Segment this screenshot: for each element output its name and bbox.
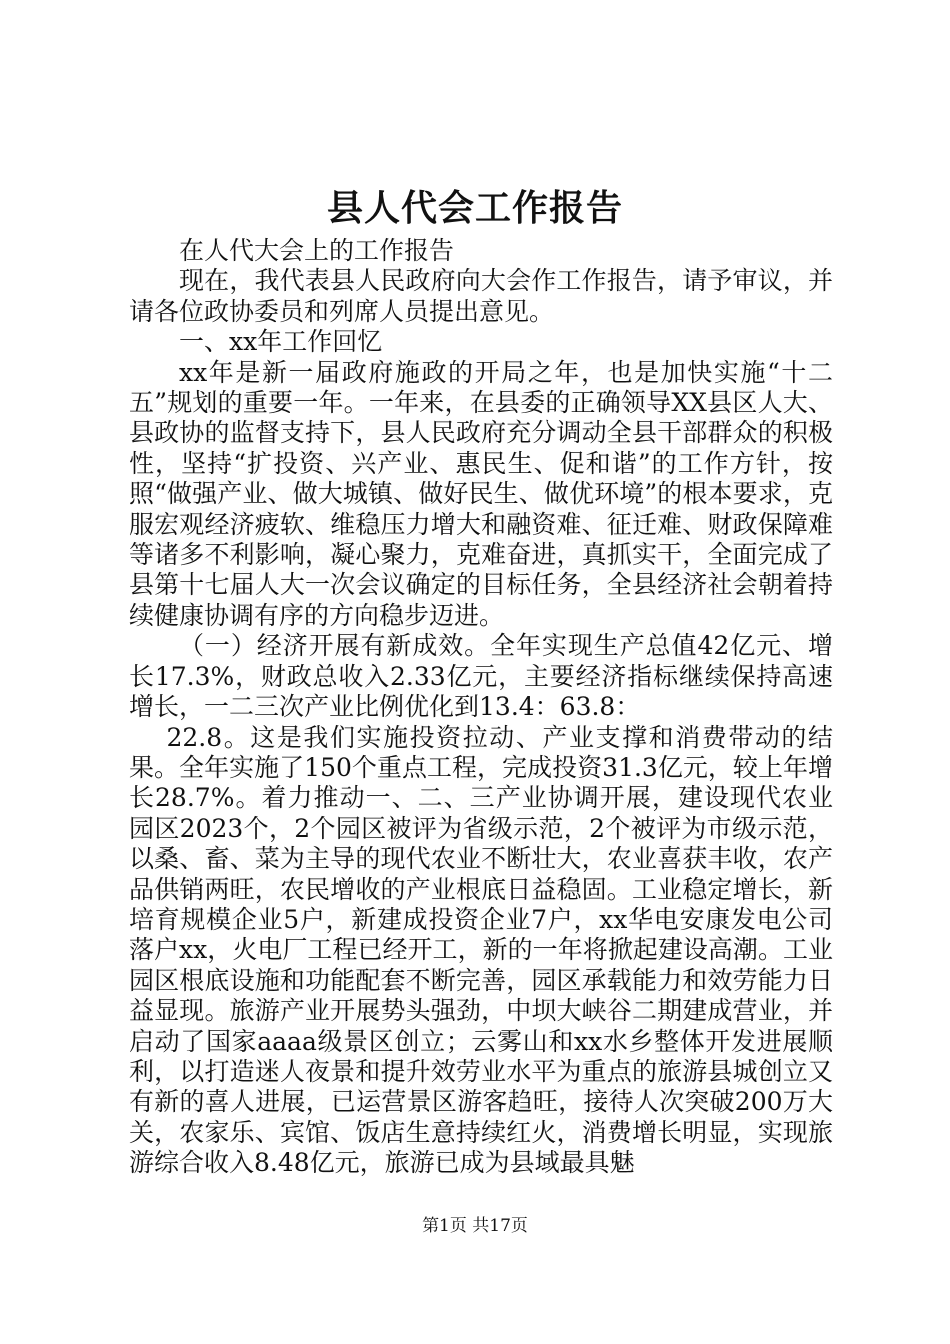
paragraph-subtitle: 在人代大会上的工作报告	[179, 236, 455, 265]
section-heading: 一、xx年工作回忆	[179, 327, 383, 357]
paragraph-intro: 现在，我代表县人民政府向大会作工作报告，请予审议，并请各位政协委员和列席人员提出意见。	[129, 266, 833, 326]
paragraph-economy-continued: 22.8。这是我们实施投资拉动、产业支撑和消费带动的结果。全年实施了150个重点工程，完成投资31.3亿元，较上年增长28.7%。着力推动一、二、三产业协调开展，建设现代农业园区2023个，2个园区被评为省级示范，2个被评为市级示范，以桑、畜、菜为主导的现代农业不断壮大，农业喜获丰收，农产品供销两旺，农民增收的产业根底日益稳固。工业稳定增长，新培育规模企业5户，新建成投资企业7户，xx华电安康发电公司落户xx，火电厂工程已经开工，新的一年将掀起建设高潮。工业园区根底设施和功能配套不断完善，园区承载能力和效劳能力日益显现。旅游产业开展势头强劲，中坝大峡谷二期建成营业，并启动了国家aaaa级景区创立；云雾山和xx水乡整体开发进展顺利，以打造迷人夜景和提升效劳业水平为重点的旅游县城创立又有新的喜人进展，已运营景区游客趋旺，接待人次突破200万大关，农家乐、宾馆、饭店生意持续红火，消费增长明显，实现旅游综合收入8.48亿元，旅游已成为县域最具魅	[129, 722, 833, 1178]
paragraph-economy: （一）经济开展有新成效。全年实现生产总值42亿元、增长17.3%，财政总收入2.33亿元，主要经济指标继续保持高速增长，一二三次产业比例优化到13.4：63.8：	[129, 631, 833, 722]
document-title: 县人代会工作报告	[326, 187, 623, 229]
page-number: 第1页 共17页	[422, 1216, 528, 1236]
paragraph-review: xx年是新一届政府施政的开局之年，也是加快实施“十二五”规划的重要一年。一年来，在县委的正确领导XX县区人大、县政协的监督支持下，县人民政府充分调动全县干部群众的积极性，坚持“扩投资、兴产业、惠民生、促和谐”的工作方针，按照“做强产业、做大城镇、做好民生、做优环境”的根本要求，克服宏观经济疲软、维稳压力增大和融资难、征迁难、财政保障难等诸多不利影响，凝心聚力，克难奋进，真抓实干，全面完成了县第十七届人大一次会议确定的目标任务，全县经济社会朝着持续健康协调有序的方向稳步迈进。	[129, 357, 833, 630]
document-body	[129, 236, 833, 1179]
